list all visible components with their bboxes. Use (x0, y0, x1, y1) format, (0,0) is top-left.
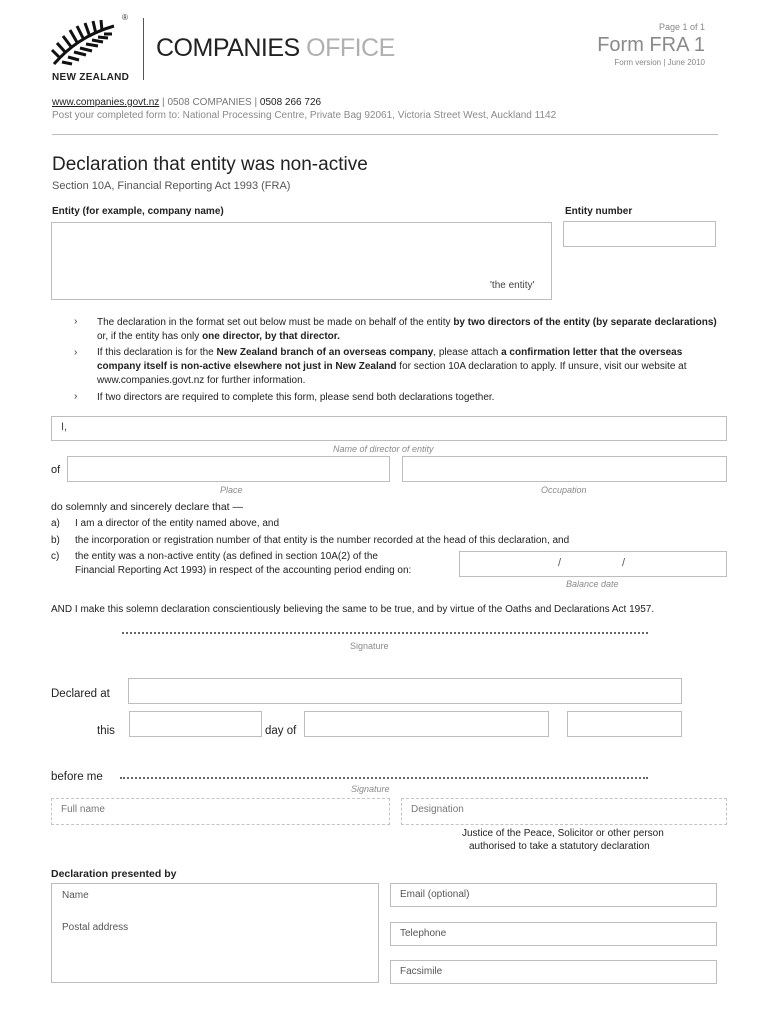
presented-by-heading: Declaration presented by (51, 868, 177, 880)
jp-caption-line1: Justice of the Peace, Solicitor or other person (462, 828, 664, 839)
phone-words: 0508 COMPANIES (167, 97, 252, 108)
place-field[interactable] (67, 456, 390, 482)
instruction-text: If this declaration is for the (97, 347, 217, 358)
phone-number: 0508 266 726 (259, 97, 322, 108)
post-line: Post your completed form to: National Processing Centre, Private Bag 92061, Victoria Street West, Auckland 1142 (52, 110, 557, 121)
of-label: of (51, 464, 61, 476)
instruction-1 (97, 316, 717, 344)
country-label: NEW ZEALAND (52, 72, 130, 83)
date-separator: / (558, 557, 562, 569)
clause-a-letter: a) (51, 518, 60, 529)
and-i-text: AND I make this solemn declaration conscientiously believing the same to be true, and by virtue of the Oaths and Declarations Act 1957. (51, 604, 655, 615)
contact-line (52, 97, 321, 108)
registered-mark: ® (122, 13, 128, 22)
clause-b-letter: b) (51, 535, 60, 546)
separator: | (159, 97, 168, 108)
facsimile-label: Facsimile (400, 966, 443, 977)
occupation-caption: Occupation (541, 485, 587, 495)
instruction-bold: a confirmation letter that the overseas company itself is non-active elsewhere not just in New Zealand (97, 347, 683, 372)
declared-at-label: Declared at (51, 688, 110, 700)
instruction-bold: one director, by that director. (202, 331, 340, 342)
month-field[interactable] (304, 711, 549, 737)
clause-b-text: the incorporation or registration number of that entity is the number recorded at the head of this declaration, and (75, 535, 570, 546)
entity-number-label: Entity number (565, 206, 633, 217)
website-link[interactable]: www.companies.govt.nz (52, 97, 160, 108)
designation-label: Designation (411, 804, 464, 815)
jp-caption-line2: authorised to take a statutory declaration (469, 841, 650, 852)
org-name (156, 34, 395, 63)
clause-c-text-2: Financial Reporting Act 1993) in respect of the accounting period ending on: (75, 565, 412, 576)
full-name-label: Full name (61, 804, 105, 815)
bullet-icon: › (74, 347, 78, 358)
this-label: this (97, 725, 115, 737)
presenter-name-address-field[interactable] (51, 883, 379, 983)
clause-a-text: I am a director of the entity named above, and (75, 518, 280, 529)
header-rule (52, 134, 718, 135)
instruction-text: for section 10A declaration to apply. If unsure, visit our website at www.companies.govt.nz for further information. (97, 361, 687, 386)
instruction-3: If two directors are required to complete this form, please send both declarations together. (97, 392, 495, 403)
form-version: Form version | June 2010 (614, 58, 705, 67)
instruction-text: or, if the entity has only (97, 331, 203, 342)
header-divider (143, 18, 144, 80)
declared-at-field[interactable] (128, 678, 682, 704)
year-field[interactable] (567, 711, 682, 737)
entity-number-field[interactable] (563, 221, 716, 247)
clause-c-letter: c) (51, 551, 60, 562)
instruction-bold: New Zealand branch of an overseas company (216, 347, 434, 358)
instruction-text: The declaration in the format set out below must be made on behalf of the entity (97, 317, 454, 328)
page-title: Declaration that entity was non-active (52, 154, 368, 175)
signature-line[interactable] (122, 632, 648, 634)
form-title: Form FRA 1 (597, 34, 705, 56)
bullet-icon: › (74, 391, 78, 402)
day-of-label: day of (265, 725, 297, 737)
bullet-icon: › (74, 316, 78, 327)
before-me-label: before me (51, 771, 103, 783)
balance-date-caption: Balance date (566, 579, 619, 589)
director-name-field[interactable] (51, 416, 727, 441)
fern-logo-icon (48, 18, 128, 70)
entity-name-label: Entity (for example, company name) (52, 206, 224, 217)
instruction-bold: by two directors of the entity (by separate declarations) (453, 317, 717, 328)
witness-signature-caption: Signature (351, 784, 390, 794)
balance-date-field[interactable] (459, 551, 727, 577)
date-separator: / (622, 557, 626, 569)
signature-caption: Signature (350, 641, 389, 651)
telephone-label: Telephone (400, 928, 447, 939)
occupation-field[interactable] (402, 456, 727, 482)
place-caption: Place (220, 485, 243, 495)
clause-c-text-1: the entity was a non-active entity (as defined in section 10A(2) of the (75, 551, 378, 562)
entity-name-field[interactable] (51, 222, 552, 300)
instruction-2 (97, 346, 722, 388)
postal-address-label: Postal address (62, 922, 129, 933)
day-field[interactable] (129, 711, 262, 737)
i-label: I, (61, 421, 68, 433)
page-count: Page 1 of 1 (658, 22, 705, 32)
instruction-text: , please attach (433, 347, 502, 358)
separator: | (251, 97, 260, 108)
the-entity-caption: 'the entity' (490, 280, 535, 291)
presenter-name-label: Name (62, 890, 89, 901)
solemnly-text: do solemnly and sincerely declare that — (51, 501, 244, 513)
director-caption: Name of director of entity (333, 444, 434, 454)
email-label: Email (optional) (400, 889, 470, 900)
witness-signature-line[interactable] (120, 777, 648, 779)
org-name-light: OFFICE (306, 34, 395, 62)
org-name-bold: COMPANIES (156, 34, 300, 62)
page-subtitle: Section 10A, Financial Reporting Act 1993 (FRA) (52, 180, 291, 192)
